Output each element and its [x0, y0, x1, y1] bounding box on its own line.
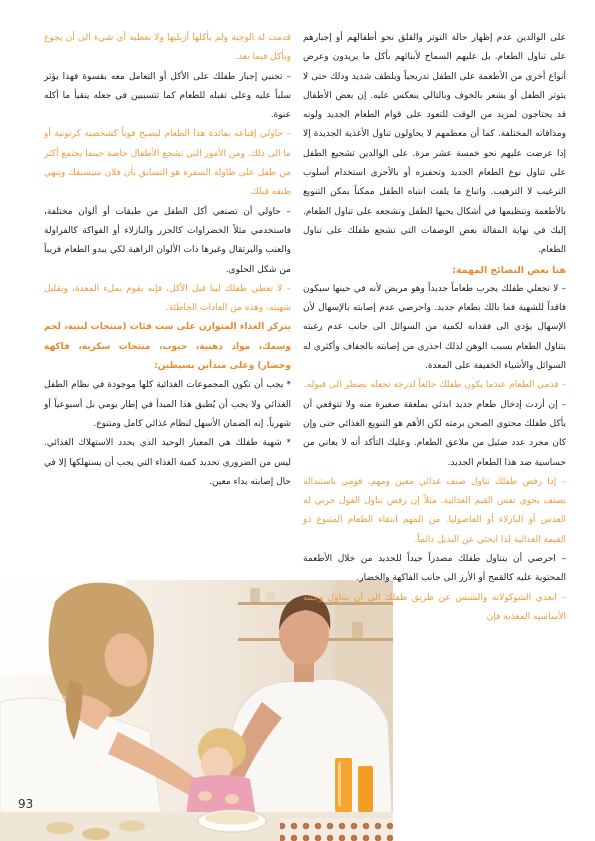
juice-glass: [335, 758, 352, 812]
tip-serve-when-hungry: – قدمي الطعام عندما يكون طفلك جائعاً لدرجة تجعله يضطر الى قبوله.: [303, 380, 566, 391]
principle-all-groups: * يجب أن تكون المجموعات الغذائية كلها موجودة في نظام الطفل الغذائي ولا يجب أن يُطبق هذا المبدأ في إطار يومي بل أسبوعياً أو شهرياً. إنه الضمان الأسهل لنظام غذائي كامل ومتنوع.: [44, 380, 291, 429]
juice-glass: [358, 766, 373, 812]
tip-substitute-food: – إذا رفض طفلك تناول صنف غذائي معين ومهم، قومي باستبداله بصنف يحوي نفس القيم الغذائية. مثلاً إن رفض تناول الفول جربي له العدس أو البازلاء أو الفاصوليا. من المهم انتقاء الطعام المتنوع ذو القيمة الغذائية لذا ابحثي عن البديل دائماً.: [303, 476, 566, 545]
tip-keep-sweets-away-continued: قدمت له الوجبة ولم يأكلها أزيليها ولا تعطيه أي شيء الى أن يجوع ويأكل فيما بعد.: [44, 33, 291, 63]
balanced-diet-intro: يتركز الغذاء المتوازن على ست فئات (منتجات لبنية، لحم وسمك، مواد دهنية، حبوب، منتجات سكرية، فاكهة وخضار) وعلى مبدأين بسيطين:: [44, 322, 291, 372]
tip-not-when-sick: – لا تجعلي طفلك يجرب طعاماً جديداً وهو مريض لأنه في حينها سيكون فاقداً للشهية فما بالك بطعام جديد. واحرصي عدم إصابته بالإسهال لأن الإسهال يؤدي الى فقدانه لكمية من السوائل الى جانب عدم رغبته بتناول الطعام بسبب الوهن لذلك احذري من إصابته بالجفاف وأكثري له السوائل والأشياء الخفيفة على المعدة.: [303, 283, 566, 372]
dough: [205, 812, 259, 825]
cookie: [46, 822, 74, 834]
tip-convince-child: – حاولي إقناعه بفائدة هذا الطعام ليصبح قوياً كشخصية كرتونية أو ما الى ذلك. ومن الأمور التي تشجع الأطفال خاصة حينما يجتمع أكثر من طفل على طاولة السفرة هو التسابق بأن فلان سيسبقك وينهي طبقه قبلك.: [44, 129, 291, 198]
tip-keep-sweets-away: – ابعدي الشوكولاته والشبس عن طريق طفلك الى أن يتناول وجبته الأساسية المغذية فإن: [303, 592, 566, 622]
tip-no-milk-before-meal: – لا تعطي طفلك لبنا قبل الأكل، فإنه يقوم بملء المعدة، وتقليل شهيته، وهذه من العادات الخاطئة.: [44, 283, 291, 314]
right-column: [303, 29, 566, 627]
jar: [266, 591, 275, 602]
tip-colorful-layers: – حاولي أن تصنعي أكل الطفل من طبقات أو ألوان مختلفة، فاستخدمي مثلاً الخضراوات كالجزر والبازلاء أو الفواكة كالفراولة والعنب والبرتقال وغيرها ذات الألوان الزاهية لكي يبدو الطعام قريباً من شكل الحلوى.: [44, 206, 291, 275]
principle-appetite: * شهية طفلك هي المعيار الوحيد الذي يحدد الاستهلاك الغذائي. ليس من الضروري تحديد كمية الغذاء التي يجب أن يستهلكها إلا في حال إصابته بداء معين.: [44, 438, 291, 487]
tip-avoid-forcing: – تجنبي إجبار طفلك على الأكل أو التعامل معه بقسوة فهذا يؤثر سلباً عليه وعلى تقبله للطعام كما تتسببين في جعله يتقيأ ما أكله عنوة.: [44, 71, 291, 121]
child-hand: [225, 794, 239, 804]
jar: [250, 588, 260, 602]
juice-glass-highlight: [338, 762, 341, 806]
intro-paragraph: على الوالدين عدم إظهار حالة التوتر والقلق نحو أطفالهم أو إجبارهم على تناول الطعام. بل عليهم السماح لأبنائهم بأكل ما يريدون وعرض أنواع أخرى من الأطعمة على الطفل تدريجياً وبلطف شديد وذلك حتى لا يتوتر الطفل أو يشعر بالخوف وبالتالي ينعكس عليه. إن بعض الأطفال قد يحتاجون لمزيد من الوقت للتعود على قوام الطعام الجديد ولونه ومذاقاته المختلفة. كما أن معظمهم لا يحاولون تناول الأغذية الجديدة إلا إذا عرضت عليهم نحو خمسة عشر مرة. على الوالدين تشجيع الطفل على تناول نوع الطعام الجديد وتحفيزه أو بالأحرى استخدام أسلوب الترغيب لا الترهيب. واتباع ما يلفت انتباه الطفل ممكناً يمكن التنويع بالأطعمة وتنظيمها في أشكال يحبها الطفل وتشجعه على تناول الطعام. إليك في نهاية المقالة بعض الوصفات التي تشجع طفلك على تناول الطعام.: [303, 33, 566, 256]
tip-iron-source: – احرصي أن يتناول طفلك مصدراً جيداً للحديد من خلال الأطعمة المحتوية عليه كالقمح أو الأرز الى جانب الفاكهة والخضار.: [303, 554, 566, 584]
polka-dot-cloth: [280, 818, 393, 841]
cookie: [119, 821, 145, 832]
tips-heading: هنا بعض النصائح المهمة:: [452, 264, 566, 276]
tip-small-spoon: – إن أردت إدخال طعام جديد ابدئي بملعقة صغيرة منه ولا تتوقعي أن يأكل طفلك محتوى الصحن برمته لكن الأهم هو التنويع الغذائي حتى وإن كان مجرد عدد ضئيل من ملاعق الطعام. وعليك التأكد أنه لا يعاني من حساسية ضد هذا الطعام الجديد.: [303, 399, 566, 468]
page-number: 93: [18, 797, 34, 811]
cookie: [82, 828, 110, 840]
child-hand: [198, 791, 212, 801]
left-column: [44, 29, 291, 492]
